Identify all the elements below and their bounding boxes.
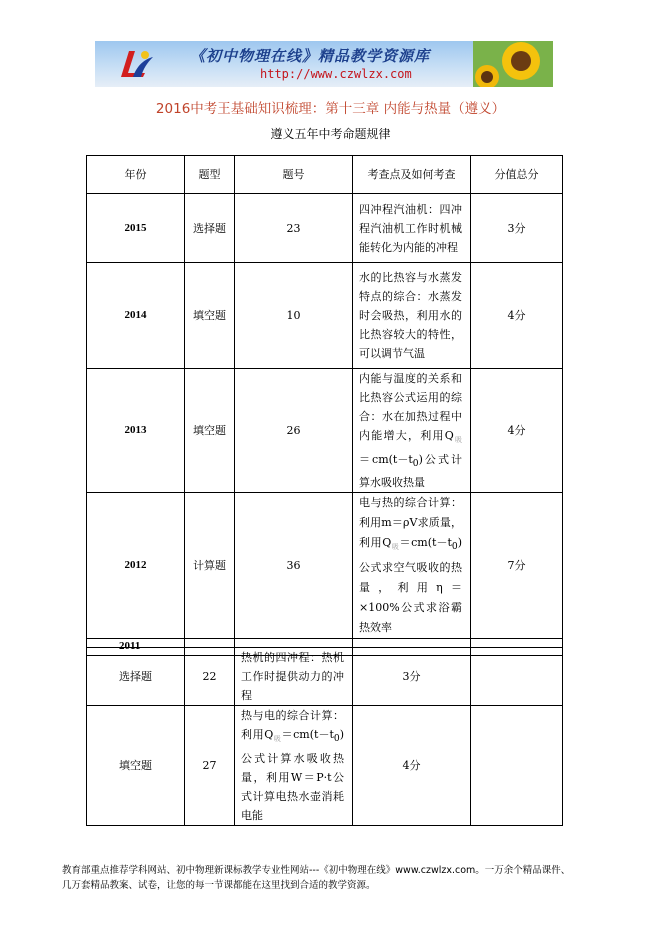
table-row [87, 369, 563, 493]
row-number: 10 [235, 263, 353, 369]
row-type: 填空题 [87, 706, 185, 826]
row-type: 填空题 [185, 369, 235, 493]
row-point: 内能与温度的关系和比热容公式运用的综合：水在加热过程中内能增大，利用$Q_吸=cm(t-t_0)$公式计算水吸收热量 [353, 369, 471, 493]
table-row [87, 493, 563, 638]
row-point: 水的比热容与水蒸发特点的综合：水蒸发时会吸热，利用水的比热容较大的特性，可以调节气温 [353, 263, 471, 369]
row-score: 3分 [471, 194, 563, 263]
row-score: 7分 [471, 493, 563, 638]
document-subtitle: 遵义五年中考命题规律 [270, 127, 391, 141]
row-number: 27 [185, 706, 235, 826]
header-number: 题号 [235, 156, 353, 194]
row-year: 2011 [87, 638, 185, 655]
footer-line-2: 几万套精品教案、试卷，让您的每一节课都能在这里找到合适的教学资源。 [62, 880, 376, 891]
exam-pattern-table-2011 [86, 647, 563, 826]
row-point: 电与热的综合计算：利用m＝ρV求质量，利用$Q_吸=cm(t-t_0)$公式求空气吸收的热量，利用η＝ ×100%公式求浴霸热效率 [353, 493, 471, 638]
row-type: 计算题 [185, 493, 235, 638]
row-number: 22 [185, 648, 235, 706]
row-number: 23 [235, 194, 353, 263]
row-type: 选择题 [185, 194, 235, 263]
row-year: 2013 [87, 369, 185, 493]
footer-line-1: 教育部重点推荐学科网站、初中物理新课标教学专业性网站---《初中物理在线》www.czwlzx.com。一万余个精品课件、 [62, 865, 571, 876]
site-logo-icon [115, 47, 155, 81]
row-number: 36 [235, 493, 353, 638]
row-score: 4分 [353, 706, 471, 826]
document-title: 2016中考王基础知识梳理：第十三章 内能与热量（遵义） [155, 101, 506, 117]
header-point: 考查点及如何考查 [353, 156, 471, 194]
header-type: 题型 [185, 156, 235, 194]
row-type: 填空题 [185, 263, 235, 369]
table-row [87, 263, 563, 369]
header-score: 分值总分 [471, 156, 563, 194]
page-footer [62, 863, 622, 893]
row-point: 热与电的综合计算：利用$Q_吸=cm(t-t_0)$公式计算水吸收热量，利用W＝P·t公式计算电热水壶消耗电能 [235, 706, 353, 826]
row-point: 热机的四冲程：热机工作时提供动力的冲程 [235, 648, 353, 706]
header-year: 年份 [87, 156, 185, 194]
exam-pattern-table [86, 155, 563, 656]
row-score: 4分 [471, 369, 563, 493]
banner-url[interactable]: http://www.czwlzx.com [260, 67, 412, 81]
row-score: 3分 [353, 648, 471, 706]
table-header-row [87, 156, 563, 194]
sunflower-icon [473, 41, 553, 87]
site-banner [95, 41, 553, 87]
row-year: 2012 [87, 493, 185, 638]
table-row [87, 194, 563, 263]
table-row [87, 706, 563, 826]
row-score: 4分 [471, 263, 563, 369]
row-year: 2014 [87, 263, 185, 369]
row-type: 选择题 [87, 648, 185, 706]
row-number: 26 [235, 369, 353, 493]
table-row [87, 648, 563, 706]
banner-title: 《初中物理在线》精品教学资源库 [190, 47, 431, 65]
row-point: 四冲程汽油机：四冲程汽油机工作时机械能转化为内能的冲程 [353, 194, 471, 263]
row-year: 2015 [87, 194, 185, 263]
